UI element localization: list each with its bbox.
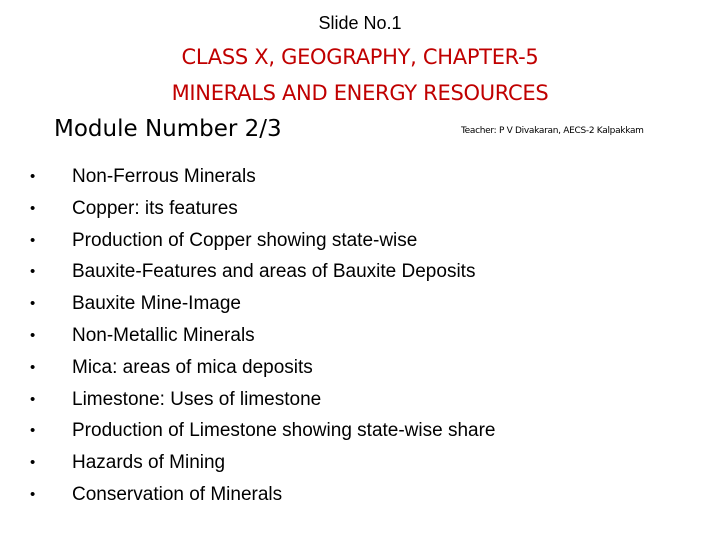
module-number: Module Number 2/3	[54, 116, 282, 142]
teacher-credit: Teacher: P V Divakaran, AECS-2 Kalpakkam	[461, 126, 644, 136]
bullet-icon: •	[30, 485, 36, 503]
topic-label: Production of Copper showing state-wise	[72, 229, 418, 251]
slide-number: Slide No.1	[318, 13, 402, 33]
topic-label: Mica: areas of mica deposits	[72, 356, 313, 378]
topic-label: Copper: its features	[72, 197, 238, 219]
topic-label: Hazards of Mining	[72, 452, 226, 474]
topic-label: Non-Ferrous Minerals	[72, 166, 256, 187]
topic-label: Non-Metallic Minerals	[72, 324, 255, 346]
topic-label: Bauxite Mine-Image	[72, 293, 241, 315]
slide-title-line-2: MINERALS AND ENERGY RESOURCES	[171, 81, 549, 105]
bullet-icon: •	[30, 295, 36, 313]
slide-title-line-1: CLASS X, GEOGRAPHY, CHAPTER-5	[181, 45, 539, 69]
bullet-icon: •	[30, 199, 36, 217]
topic-label: Bauxite-Features and areas of Bauxite Deposits	[72, 261, 476, 283]
bullet-icon: •	[30, 358, 36, 376]
bullet-icon: •	[30, 326, 36, 344]
bullet-icon: •	[30, 390, 36, 408]
bullet-icon: •	[30, 422, 36, 440]
bullet-icon: •	[30, 263, 36, 281]
topic-label: Production of Limestone showing state-wise share	[72, 420, 496, 442]
topic-label: Limestone: Uses of limestone	[72, 388, 322, 410]
bullet-icon: •	[30, 454, 36, 472]
bullet-icon: •	[30, 168, 36, 185]
topic-label: Conservation of Minerals	[72, 483, 283, 505]
bullet-icon: •	[30, 231, 36, 249]
